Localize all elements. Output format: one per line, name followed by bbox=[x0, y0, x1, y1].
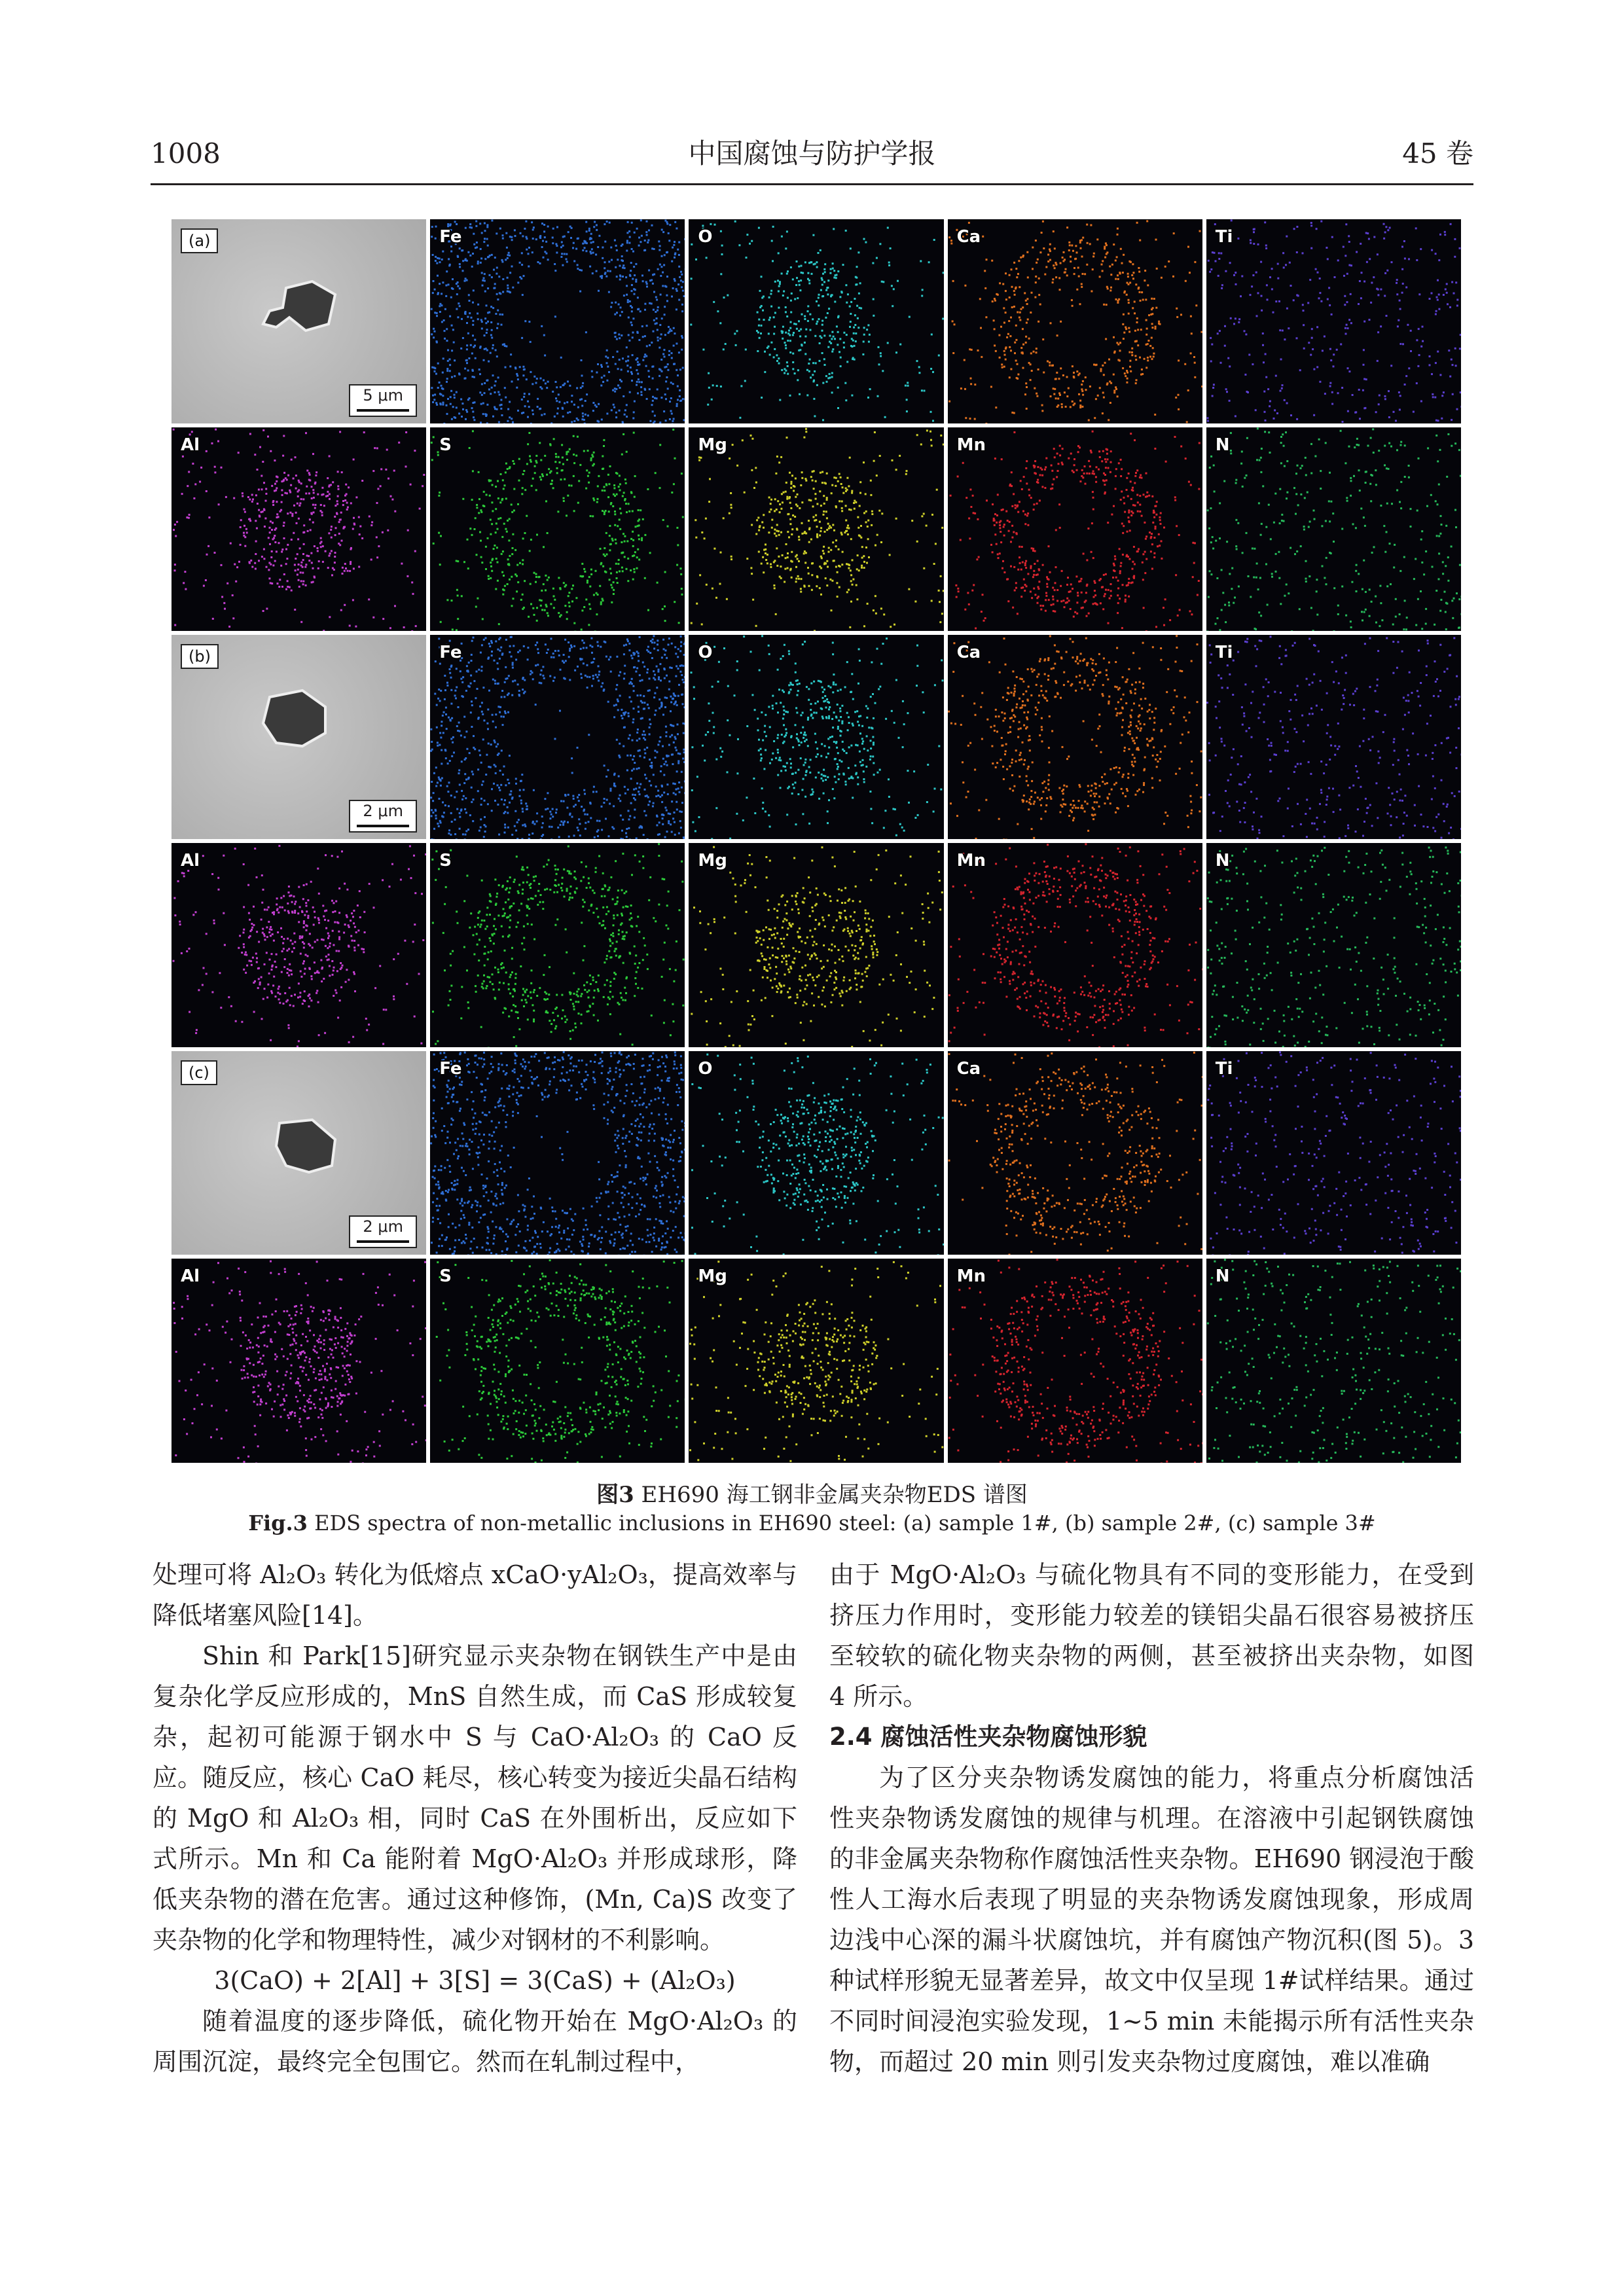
panel-label: (c) bbox=[181, 1060, 217, 1085]
element-label: Mn bbox=[956, 435, 986, 455]
header-rule bbox=[151, 183, 1473, 185]
element-distribution bbox=[1206, 1051, 1461, 1255]
element-label: Mg bbox=[698, 435, 727, 455]
mg-map bbox=[689, 427, 943, 632]
scale-line bbox=[357, 1240, 409, 1243]
fe-map bbox=[430, 1051, 685, 1255]
o-map bbox=[689, 219, 943, 423]
element-label: O bbox=[698, 1058, 713, 1079]
ca-map bbox=[948, 219, 1202, 423]
element-distribution bbox=[430, 427, 685, 632]
scale-line bbox=[357, 825, 409, 827]
eds-figure bbox=[171, 219, 1461, 1463]
element-label: Mg bbox=[698, 851, 727, 870]
element-distribution bbox=[430, 219, 685, 423]
element-label: N bbox=[1215, 435, 1230, 455]
al-map bbox=[171, 427, 426, 632]
page-number: 1008 bbox=[151, 137, 221, 170]
element-label: Ca bbox=[956, 643, 981, 663]
element-distribution bbox=[171, 843, 426, 1047]
element-distribution bbox=[430, 635, 685, 839]
ti-map bbox=[1206, 219, 1461, 423]
panel-label: (a) bbox=[181, 228, 218, 253]
al-map bbox=[171, 843, 426, 1047]
scale-bar bbox=[349, 384, 417, 417]
o-map bbox=[689, 635, 943, 839]
figure-caption-cn bbox=[0, 1480, 1624, 1509]
o-map bbox=[689, 1051, 943, 1255]
right-column bbox=[829, 1554, 1474, 2082]
element-distribution bbox=[1206, 219, 1461, 423]
journal-title: 中国腐蚀与防护学报 bbox=[688, 137, 936, 170]
s-map bbox=[430, 1259, 685, 1463]
scale-bar bbox=[349, 1215, 417, 1248]
element-label: Mn bbox=[956, 1266, 986, 1287]
element-distribution bbox=[948, 427, 1202, 632]
element-label: Mn bbox=[956, 851, 986, 870]
al-map bbox=[171, 1259, 426, 1463]
scale-bar bbox=[349, 800, 417, 833]
caption-cn-number: 图3 bbox=[596, 1482, 634, 1508]
scale-label: 5 μm bbox=[363, 386, 403, 404]
s-map bbox=[430, 427, 685, 632]
element-distribution bbox=[1206, 1259, 1461, 1463]
equation: 3(CaO) + 2[Al] + 3[S] = 3(CaS) + (Al₂O₃) bbox=[214, 1966, 736, 1995]
element-label: Ca bbox=[956, 227, 981, 247]
ca-map bbox=[948, 635, 1202, 839]
element-distribution bbox=[689, 843, 943, 1047]
n-map bbox=[1206, 843, 1461, 1047]
fe-map bbox=[430, 219, 685, 423]
element-distribution bbox=[948, 635, 1202, 839]
element-label: S bbox=[439, 851, 452, 870]
element-label: Ti bbox=[1215, 227, 1233, 247]
element-distribution bbox=[689, 1259, 943, 1463]
element-label: Al bbox=[181, 1266, 200, 1287]
element-label: Mg bbox=[698, 1266, 727, 1287]
sem-image bbox=[171, 635, 426, 839]
mn-map bbox=[948, 427, 1202, 632]
caption-cn-text: EH690 海工钢非金属夹杂物EDS 谱图 bbox=[634, 1482, 1028, 1508]
element-distribution bbox=[689, 635, 943, 839]
element-distribution bbox=[689, 219, 943, 423]
element-distribution bbox=[948, 843, 1202, 1047]
element-distribution bbox=[1206, 427, 1461, 632]
element-distribution bbox=[1206, 635, 1461, 839]
element-distribution bbox=[948, 1259, 1202, 1463]
element-distribution bbox=[948, 1051, 1202, 1255]
element-label: Ti bbox=[1215, 1058, 1233, 1079]
caption-en-text: EDS spectra of non-metallic inclusions in EH690 steel: (a) sample 1#, (b) sample 2#, (c) sample 3# bbox=[307, 1511, 1376, 1535]
n-map bbox=[1206, 1259, 1461, 1463]
element-label: O bbox=[698, 643, 713, 663]
element-distribution bbox=[689, 427, 943, 632]
element-label: Fe bbox=[439, 643, 462, 663]
element-distribution bbox=[430, 1259, 685, 1463]
paragraph: 由于 MgO·Al₂O₃ 与硫化物具有不同的变形能力，在受到挤压力作用时，变形能力较差的镁铝尖晶石很容易被挤压至较软的硫化物夹杂物的两侧，甚至被挤出夹杂物，如图 4 所示。 bbox=[829, 1560, 1474, 1711]
element-label: Fe bbox=[439, 227, 462, 247]
mn-map bbox=[948, 1259, 1202, 1463]
ca-map bbox=[948, 1051, 1202, 1255]
s-map bbox=[430, 843, 685, 1047]
scale-line bbox=[357, 409, 409, 412]
panel-label: (b) bbox=[181, 644, 219, 669]
mn-map bbox=[948, 843, 1202, 1047]
caption-en-number: Fig.3 bbox=[248, 1511, 308, 1535]
volume-label: 45 卷 bbox=[1402, 137, 1473, 170]
ti-map bbox=[1206, 1051, 1461, 1255]
element-label: Fe bbox=[439, 1058, 462, 1079]
paragraph: 随着温度的逐步降低，硫化物开始在 MgO·Al₂O₃ 的周围沉淀，最终完全包围它。然而在轧制过程中， bbox=[153, 2007, 797, 2076]
element-distribution bbox=[1206, 843, 1461, 1047]
sem-image bbox=[171, 219, 426, 423]
element-label: Al bbox=[181, 851, 200, 870]
element-label: Ti bbox=[1215, 643, 1233, 663]
element-distribution bbox=[948, 219, 1202, 423]
element-label: N bbox=[1215, 1266, 1230, 1287]
element-distribution bbox=[430, 843, 685, 1047]
element-distribution bbox=[430, 1051, 685, 1255]
element-label: S bbox=[439, 1266, 452, 1287]
mg-map bbox=[689, 843, 943, 1047]
left-column bbox=[153, 1554, 797, 2082]
paragraph: 为了区分夹杂物诱发腐蚀的能力，将重点分析腐蚀活性夹杂物诱发腐蚀的规律与机理。在溶液中引起钢铁腐蚀的非金属夹杂物称作腐蚀活性夹杂物。EH690 钢浸泡于酸性人工海水后表现了明显的夹杂物诱发腐蚀现象，形成周边浅中心深的漏斗状腐蚀坑，并有腐蚀产物沉积(图 5)。3 种试样形貌无显著差异，故文中仅呈现 1#试样结果。通过不同时间浸泡实验发现，1~5 min 未能揭示所有活性夹杂物，而超过 20 min 则引发夹杂物过度腐蚀，难以准确 bbox=[829, 1763, 1474, 2076]
sem-image bbox=[171, 1051, 426, 1255]
mg-map bbox=[689, 1259, 943, 1463]
element-distribution bbox=[171, 1259, 426, 1463]
element-label: Al bbox=[181, 435, 200, 455]
paragraph: Shin 和 Park[15]研究显示夹杂物在钢铁生产中是由复杂化学反应形成的，MnS 自然生成，而 CaS 形成较复杂，起初可能源于钢水中 S 与 CaO·Al₂O₃ 的 CaO 反应。随反应，核心 CaO 耗尽，核心转变为接近尖晶石结构的 MgO 和 Al₂O₃ 相，同时 CaS 在外围析出，反应如下式所示。Mn 和 Ca 能附着 MgO·Al₂O₃ 并形成球形，降低夹杂物的潜在危害。通过这种修饰，(Mn, Ca)S 改变了夹杂物的化学和物理特性，减少对钢材的不利影响。 bbox=[153, 1641, 797, 1954]
element-distribution bbox=[689, 1051, 943, 1255]
element-label: O bbox=[698, 227, 713, 247]
scale-label: 2 μm bbox=[363, 801, 403, 820]
ti-map bbox=[1206, 635, 1461, 839]
section-heading: 2.4 腐蚀活性夹杂物腐蚀形貌 bbox=[829, 1723, 1147, 1751]
element-label: N bbox=[1215, 851, 1230, 870]
paragraph: 处理可将 Al₂O₃ 转化为低熔点 xCaO·yAl₂O₃，提高效率与降低堵塞风险[14]。 bbox=[153, 1560, 797, 1630]
n-map bbox=[1206, 427, 1461, 632]
element-label: Ca bbox=[956, 1058, 981, 1079]
scale-label: 2 μm bbox=[363, 1217, 403, 1236]
element-label: S bbox=[439, 435, 452, 455]
figure-caption-en bbox=[0, 1509, 1624, 1537]
element-distribution bbox=[171, 427, 426, 632]
fe-map bbox=[430, 635, 685, 839]
